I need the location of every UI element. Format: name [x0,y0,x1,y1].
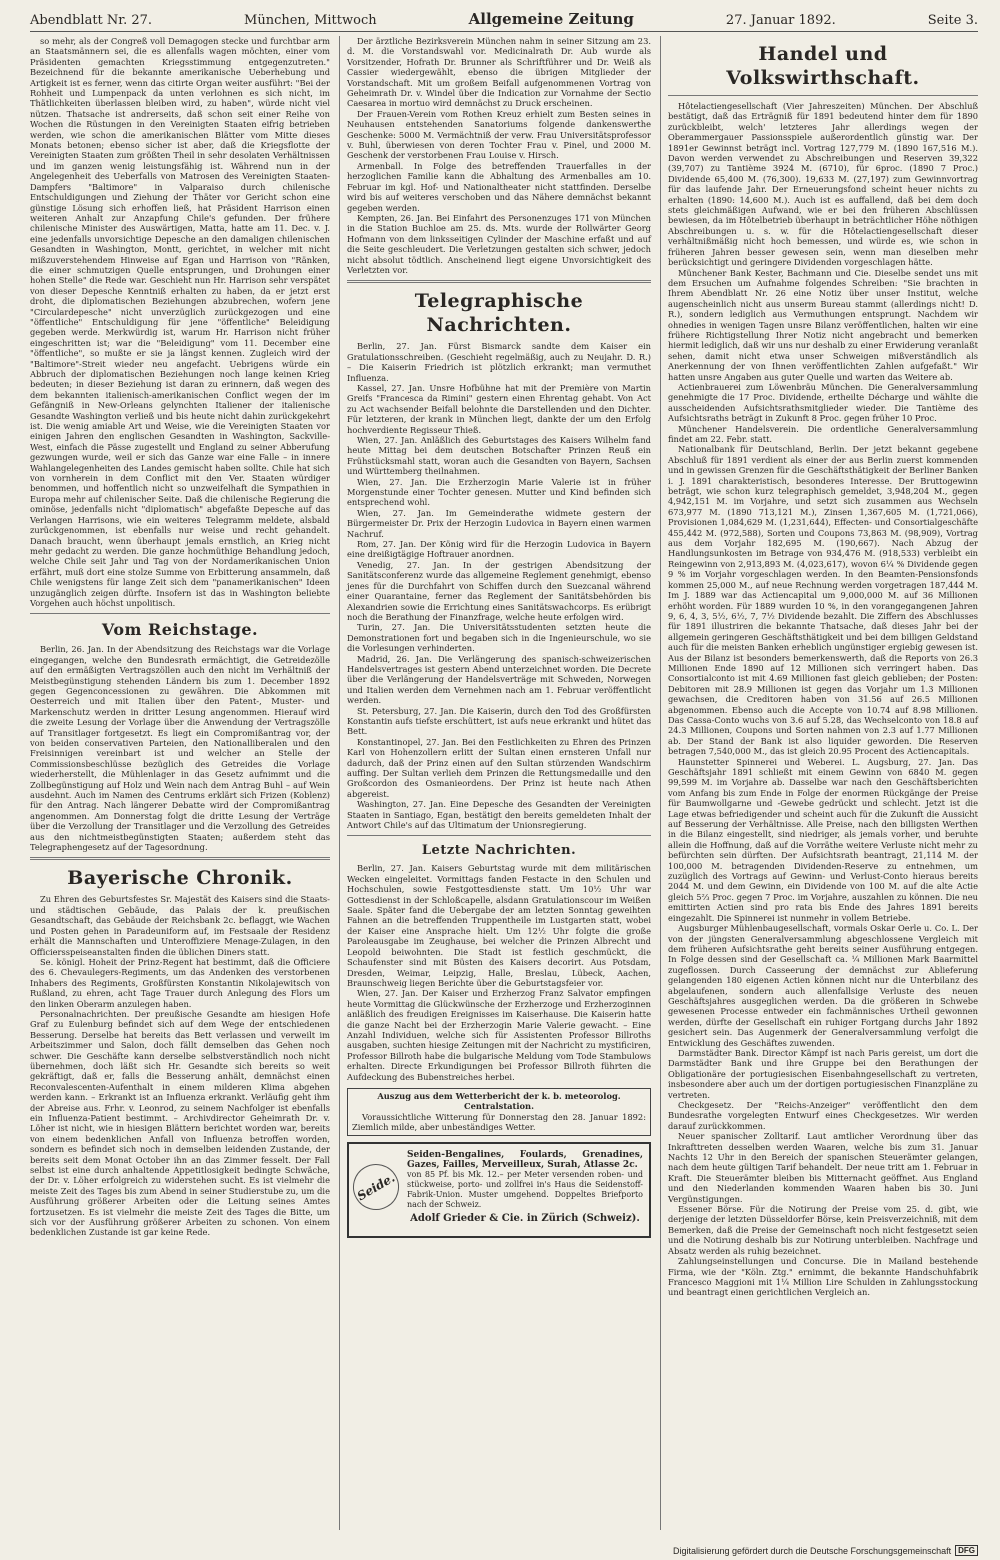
ad-text [407,1150,643,1224]
article-paragraph: Venedig, 27. Jan. In der gestrigen Abendsitzung der Sanitätsconferenz wurde das allgemeine Reglement genehmigt, ebenso jenes für die Durchfahrt von Schiffen durch den Suezcanal während einer Quarantaine, ferner das Reglement der Sanitätsbehörden bis Alexandrien sowie die Errichtung eines Sanitätswachcorps. Es erübrigt noch die Berathung der Finanzfrage, welche heute erfolgen wird. [347,559,651,622]
column-divider [660,36,661,1530]
article-paragraph: Der Frauen-Verein vom Rothen Kreuz erhielt zum Besten seines in Neuhausen entstehenden Sanatoriums folgende dankenswerthe Geschenke: 5000 M. Vermächtniß der verw. Frau Universitätsprofessor v. Buhl, überwiesen von deren Tochter Frau v. Pinel, und 2000 M. Geschenk der verstorbenen Frau Louise v. Hirsch. [347,108,651,161]
article-paragraph: Münchener Bank Kester, Bachmann und Cie. Dieselbe sendet uns mit dem Ersuchen um Aufnahme folgendes Schreiben: "Sie brachten in Ihrem Abendblatt Nr. 26 eine Notiz über unser Institut, welche augenscheinlich nicht aus unserm Bureau stammt (allerdings nicht! D. R.), sondern lediglich aus Vermuthungen entsprungt. Nachdem wir ohnedies in wenigen Tagen unsre Bilanz veröffentlichen, halten wir eine frühere Richtigstellung Ihrer Notiz nicht angebracht und bemerken hiermit lediglich, daß wir uns nur deshalb zu einer Erwiderung veranlaßt sehen, damit nicht etwa unser Schweigen mißverständlich als Anerkennung der von Ihnen veröffentlichten Zahlen aufgefaßt." Wir hatten unsre Angaben aus guter Quelle und warten das Weitere ab. [668,267,978,382]
paper-name: Allgemeine Zeitung [468,10,634,28]
place-date: München, Mittwoch [244,13,377,28]
column-divider [339,36,340,1530]
article-paragraph: Washington, 27. Jan. Eine Depesche des Gesandten der Vereinigten Staaten in Santiago, Egan, bestätigt den bereits gemeldeten Inhalt der Antwort Chile's auf das Ultimatum der Unionsregierung. [347,799,651,831]
ad-body: von 85 Pf. bis Mk. 12.– per Meter versenden roben- und stückweise, porto- und zollfrei in's Haus die Seidenstoff-Fabrik-Union. Muster umgehend. Doppeltes Briefporto nach der Schweiz. [407,1169,643,1209]
section-rule [30,857,330,860]
article-paragraph: Wien, 27. Jan. Im Gemeinderathe widmete gestern der Bürgermeister Dr. Prix der Herzogin Ludovica in Bayern einen warmen Nachruf. [347,507,651,539]
section-rule [347,280,651,283]
ad-headline: Seiden-Bengalines, Foulards, Grenadines, Gazes, Failles, Merveilleux, Surah, Atlasse 2c. [407,1149,643,1170]
article-paragraph: Darmstädter Bank. Director Kämpf ist nach Paris gereist, um dort die Darmstädter Bank und ihre Gruppe bei den Berathungen der Obligationäre der portugiesischen Eisenbahngesellschaft zu vertreten, insbesondere aber auch um der dortigen portugiesischen Finanzpläne zu vertreten. [668,1047,978,1100]
column-2 [347,36,651,1530]
weather-box [347,1088,651,1136]
section-rule [347,835,651,836]
article-paragraph: Se. königl. Hoheit der Prinz-Regent hat bestimmt, daß die Officiere des 6. Chevaulegers-Regiments, um das Andenken des verstorbenen Inhabers des Regiments, Großfürsten Konstantin Nikolajewitsch von Rußland, zu ehren, acht Tage Trauer durch Anlegung des Flors um den linken Oberarm anzulegen haben. [30,956,330,1009]
article-paragraph: Checkgesetz. Der "Reichs-Anzeiger" veröffentlicht den dem Bundesrathe vorgelegten Entwurf eines Checkgesetzes. Wir werden darauf zurückkommen. [668,1100,978,1131]
section-title-handel: Handel und Volkswirthschaft. [726,43,920,89]
article-paragraph: Madrid, 26. Jan. Die Verlängerung des spanisch-schweizerischen Handelsvertrages ist gestern Abend unterzeichnet worden. Die Decrete über die Verlängerung der Handelsverträge mit Schweden, Norwegen und Italien werden dem Vernehmen nach am 1. Februar veröffentlicht werden. [347,653,651,706]
section-title-latest: Letzte Nachrichten. [421,843,577,859]
page-header [30,8,978,28]
article-paragraph: Berlin, 26. Jan. In der Abendsitzung des Reichstags war die Vorlage eingegangen, welche den Bundesrath ermächtigt, die Getreidezölle auf den ermäßigten Vertragszöllen auch den nicht im Verhältniß der Meistbegünstigung stehenden Ländern bis zum 1. December 1892 gegen Gegenconcessionen zu gewähren. Die Abkommen mit Oesterreich und mit Italien über den Patent-, Muster- und Markenschutz werden in dritter Lesung angenommen. Hierauf wird die zweite Lesung der Vorlage über die Anwendung der Vertragszölle auf Transitlager fortgesetzt. Es liegt ein Compromißantrag vor, der von beiden conservativen Parteien, den Nationalliberalen und den Freisinnigen vereinbart ist und welcher an Stelle der Commissionsbeschlüsse bezüglich des Getreides die Vorlage wiederherstellt, die Mühlenlager in das Gesetz aufnimmt und die Zollbegünstigung auf Holz und Wein nach dem Antrag Buhl – auf Wein ausdehnt. Auch im Namen des Centrums erklärt sich Frizen (Koblenz) für den Antrag. Nach längerer Debatte wird der Compromißantrag angenommen. Am Donnerstag folgt die dritte Lesung der Verträge über die Verzollung der Transitlager und die Verzollung des Getreides aus den nichtmeistbegünstigten Staaten; außerdem steht das Telegraphengesetz auf der Tagesordnung. [30,644,330,853]
article-paragraph: Hôtelactiengesellschaft (Vier Jahreszeiten) München. Der Abschluß bestätigt, daß das Erträgniß für 1891 bedeutend hinter dem für 1890 zurückbleibt, welch' letzteres Jahr allerdings wegen der Oberammergauer Passionsspiele außerordentlich günstig war. Der 1891er Gewinnst beträgt incl. Vortrag 127,779 M. (1890 167,516 M.). Davon werden verwendet zu Abschreibungen und Reserven 39,322 (39,707) zu Tantième 3924 M. (6710), für 6proc. (1890 7 Proc.) Dividende 65,400 M. (76,300). 19,633 M. (27,197) zum Gewinnvortrag für das laufende Jahr. Der Erneuerungsfond scheint heuer nichts zu erhalten (1890: 14,600 M.). Auch ist es auffallend, daß bei dem doch stets gleichmäßigen Aufwand, wie er bei den früheren Abschlüssen bewiesen, da im Hôtelbetrieb überhaupt in beträchtlicher Höhe nöthigen Abschreibungen u. s. w. für die Hôtelactiengesellschaft dieser verhältnißmäßig nicht hoch bemessen, und würde es, wie schon in früheren Jahren besser gewesen sein, wenn man dieselben mehr berücksichtigt und geringere Dividenden vorgeschlagen hätte. [668,101,978,268]
article-paragraph: Wien, 27. Jan. Anläßlich des Geburtstages des Kaisers Wilhelm fand heute Mittag bei dem deutschen Botschafter Prinzen Reuß ein Frühstücksmahl statt, woran auch die Gesandten von Bayern, Sachsen und Württemberg theilnahmen. [347,435,651,477]
section-title-telegraph: Telegraphische Nachrichten. [414,290,584,337]
silk-advertisement [347,1142,651,1238]
issue-date: 27. Januar 1892. [725,13,836,28]
column-3 [668,36,978,1530]
article-paragraph: Personalnachrichten. Der preußische Gesandte am hiesigen Hofe Graf zu Eulenburg befindet sich auf dem Wege der entschiedenen Besserung. Derselbe hat bereits das Bett verlassen und verweilt im Arbeitszimmer und Salon, doch fällt demselben das Gehen noch schwer. Die Geschäfte kann derselbe selbstverständlich noch nicht übernehmen, doch läßt sich Hr. Gesandte sich bereits so weit gekräftigt, daß er, falls die Besserung anhält, demnächst einen Reconvalescenten-Aufenthalt in einem milderen Klima abgehen werden kann. – Erkrankt ist an Influenza erkrankt. Verläufig geht ihm der Abreise aus. Frhr. v. Leonrod, zu seinem Nachfolger ist ebenfalls ein Influenza-Patient bestimmt. – Archivdirector Geheimrath Dr. v. Löher ist nicht, wie in hiesigen Blättern berichtet worden war, bereits von einem bedenklichen Anfall von Influenza betroffen worden, sondern es befindet sich noch in demselben leidenden Zustande, der bereits seit dem Monat October ihn an das Zimmer fesselt. Der Fall selbst ist eine durch anhaltende Appetitlosigkeit bedingte Schwäche, der Dr. v. Löher erfolgreich zu widerstehen sucht. Es ist vielmehr die meiste Zeit des Tages bis zum Abend in seiner Studierstube zu, um die Ausführung größerer Arbeiten oder die Leitung seines Amtes fortzusetzen. Es ist vielmehr die meiste Zeit des Tages die Bitte, um sich vor der Ausführung größerer Arbeiten zu schonen. Von einem bedenklichen Zustande ist gar keine Rede. [30,1008,330,1238]
article-paragraph: Konstantinopel, 27. Jan. Bei den Festlichkeiten zu Ehren des Prinzen Karl von Hohenzollern erlitt der Sultan einen ernsteren Unfall nur dadurch, daß der Prinz einen auf den Sultan stürzenden Wandschirm auffing. Der Sultan verlieh dem Prinzen die Rettungsmedaille und den Großcordon des Osmanieordens. Der Prinz ist heute nach Athen abgereist. [347,736,651,799]
article-paragraph: Nationalbank für Deutschland, Berlin. Der jetzt bekannt gegebene Abschluß für 1891 verdient als einer der aus Berlin zuerst kommenden und in gewissen Grenzen für die Geschäftsthätigkeit der Berliner Banken i. J. 1891 charakteristisch, besonderes Interesse. Der Bruttogewinn beträgt, wie schon kurz telegraphisch gemeldet, 3,948,204 M., gegen 4,942,151 M. im Vorjahre, und setzt sich zusammen aus Wechseln 673,977 M. (1890 713,121 M.), Zinsen 1,367,605 M. (1,721,066), Provisionen 1,084,629 M. (1,231,644), Effecten- und Consortialgeschäfte 455,442 M. (972,588), Sorten und Coupons 73,863 M. (98,909), Vortrag aus dem Vorjahr 182,695 M. (190,667). Nach Abzug der Handlungsunkosten im Betrage von 934,476 M. (918,533) verbleibt ein Reingewinn von 2,913,893 M. (4,023,617), wovon 6¼ % Dividende gegen 9 % im Vorjahr vorgeschlagen werden. In den Beamten-Pensionsfonds kommen 25,000 M., auf neue Rechnung werden vorgetragen 187,444 M. Im J. 1889 war das Actiencapital um 9,000,000 M. auf 36 Millionen erhöht worden. Für 1889 wurden 10 %, in den vorangegangenen Jahren 9, 6, 4, 3, 5½, 6½, 7, 7½ Dividende bezahlt. Die Ziffern des Abschlusses für 1891 illustriren die bekannte Thatsache, daß dieses Jahr bei der allgemein geringeren Geschäftsthätigkeit und bei dem billigen Geldstand auch für die meisten Banken erheblich ungünstiger ergiebig gewesen ist. Aus der Bilanz ist besonders bemerkenswerth, daß die Reports von 26.3 Millionen Ende 1890 auf 12 Millionen sich verringert haben. Das Consortialconto ist mit 4.69 Millionen fast gleich geblieben; der Posten: Debitoren mit 28.9 Millionen ist gegen das Vorjahr um 1.3 Millionen gewachsen, die Creditoren haben von 31.56 auf 26.5 Millionen abgenommen. Ebenso auch die Accepte von 10.74 auf 8.98 Millionen. Das Cassa-Conto wuchs von 3.6 auf 5.28, das Wechselconto von 18.8 auf 24.3 Millionen, Coupons und Sorten nahmen von 2.3 auf 1.77 Millionen ab. Der Stand der Bank ist also liquider geworden. Die Reserven betragen 7,540,000 M., das ist gleich 20.95 Procent des Actiencapitals. [668,444,978,757]
edition-label: Abendblatt Nr. 27. [30,13,153,28]
article-paragraph: Wien, 27. Jan. Der Kaiser und Erzherzog Franz Salvator empfingen heute Vormittag die Glückwünsche der Erzherzoge und Erzherzoginnen anläßlich des freudigen Ereignisses im Kaiserhause. Die Kaiserin hatte die ganze Nacht bei der Erzherzogin Marie Valerie gewacht. – Eine Anzahl Individuen, welche sich für Assistenten Professor Billroths ausgaben, suchten hiesige Zeitungen mit der Nachricht zu mystificiren, Professor Billroth habe die bulgarische Meldung vom Tode Stambulows erhalten. Directe Erkundigungen bei Professor Billroth führten die Aufdeckung des Bubenstreiches herbei. [347,988,651,1082]
article-paragraph: Berlin, 27. Jan. Kaisers Geburtstag wurde mit dem militärischen Wecken eingeleitet. Vormittags fanden Festacte in den Schulen und Hochschulen, sowie Festgottesdienste statt. Um 10½ Uhr war Gottesdienst in der Schloßcapelle, alsdann Gratulationscour im Weißen Saale. Später fand die Uebergabe der am letzten Sonntag geweihten Fahnen an die betreffenden Truppentheile im Lustgarten statt, wobei der Kaiser eine Ansprache hielt. Um 12½ Uhr folgte die große Paroleausgabe im Zeughause, bei welcher die Prinzen Albrecht und Leopold beiwohnten. Die Stadt ist festlich geschmückt, die Schaufenster sind mit Büsten des Kaisers decorirt. Aus Potsdam, Dresden, Weimar, Leipzig, Halle, Breslau, Lübeck, Aachen, Braunschweig liegen Berichte über die Geburtstagsfeier vor. [347,863,651,988]
article-paragraph: Der ärztliche Bezirksverein München nahm in seiner Sitzung am 23. d. M. die Vorstandswahl vor. Medicinalrath Dr. Aub wurde als Vorsitzender, Hofrath Dr. Brunner als Schriftführer und Dr. Weiß als Cassier wiedergewählt, ebenso die übrigen Mitglieder der Vorstandschaft. Mit um großem Beifall aufgenommenen Vortrag von Geheimrath Dr. v. Windel über die Indication zur Vornahme der Sectio Caesarea in mortuo wird demnächst zu Druck erscheinen. [347,36,651,109]
article-paragraph: Zahlungseinstellungen und Concurse. Die in Mailand bestehende Firma, wie der "Köln. Ztg." ernimmt, die bekannte Handschuhfabrik Francesco Maggioni mit 1¼ Million Lire Schulden in Zahlungsstockung und beantragt einen gerichtlichen Vergleich an. [668,1256,978,1298]
article-paragraph: Essener Börse. Für die Notirung der Preise vom 25. d. gibt, wie derjenige der letzten Düsseldorfer Börse, kein Preisverzeichniß, mit dem Bemerken, daß die Preise der Gemeinschaft noch nicht festgesetzt seien und die Notirung deshalb bis zur Notirung unterbleiben. Nachfrage und Absatz werden als ruhig bezeichnet. [668,1204,978,1256]
section-rule [30,613,330,614]
article-paragraph: Wien, 27. Jan. Die Erzherzogin Marie Valerie ist in früher Morgenstunde einer Tochter genesen. Mutter und Kind befinden sich entsprechend wohl. [347,476,651,508]
article-paragraph: Armenball. In Folge des betreffenden Trauerfalles in der herzoglichen Familie kann die Abhaltung des Armenballes am 10. Februar im kgl. Hof- und Nationaltheater nicht stattfinden. Derselbe wird bis auf weiteres verschoben und das Nähere demnächst bekannt gegeben werden. [347,160,651,213]
ad-firm: Adolf Grieder & Cie. in Zürich (Schweiz). [410,1212,640,1224]
article-paragraph: Rom, 27. Jan. Der König wird für die Herzogin Ludovica in Bayern eine dreißigtägige Hoftrauer anordnen. [347,539,651,560]
dfg-logo: DFG [955,1545,978,1556]
article-paragraph: St. Petersburg, 27. Jan. Die Kaiserin, durch den Tod des Großfürsten Konstantin aufs tiefste erschüttert, ist aufs neue erkrankt und hütet das Bett. [347,705,651,737]
section-rule [668,95,978,96]
article-paragraph: Actienbrauerei zum Löwenbräu München. Die Generalversammlung genehmigte die 17 Proc. Dividende, ertheilte Décharge und wählte die ausscheidenden Aufsichtsrathsmitglieder wieder. Die Tantième des Aufsichtsraths beträgt in Zukunft 8 Proc. gegen früher 10 Proc. [668,381,978,424]
footer-text: Digitalisierung gefördert durch die Deutsche Forschungsgemeinschaft [672,1545,952,1556]
header-rule [30,31,978,32]
ad-stamp: Seide. [345,1155,408,1218]
article-paragraph: Haunstetter Spinnerei und Weberei. L. Augsburg, 27. Jan. Das Geschäftsjahr 1891 schließt mit einem Gewinn von 6840 M. gegen 99,599 M. im Vorjahre ab. Dasselbe war nach den Geschäftsberichten vom Anfang bis zum Ende in Folge der enormen Rückgänge der Preise für Baumwollgarne und -Gewebe gedrückt und schlecht. Jetzt ist die Lage etwas befriedigender und scheint auch für die Zukunft die Aussicht auf Besserung der Verhältnisse. Alle Preise, nach den billigsten Werthen in die Bilanz eingestellt, sind niedriger, als jemals vorher, und beruhte allein die Hoffnung, daß auf die Vorräthe weitere Verluste nicht mehr zu befürchten sein dürften. Der Aufsichtsrath beantragt, 21,114 M. der 100,000 M. betragenden Dividenden-Reserve zu entnehmen, um zuzüglich des Vortrags auf Gewinn- und Verlust-Conto hieraus bereits 2044 M. und dem Gewinn, ein Dividende von 100 M. auf die alte Actie gleich 5⅔ Proc. gegen 7 Proc. im Vorjahre, auszahlen zu können. Die neu emittirten Actien sind pro rata bis Ende des Jahres 1891 bereits eingezahlt. Die Spinnerei ist nunmehr in vollem Betriebe. [668,756,978,923]
article-paragraph: Kempten, 26. Jan. Bei Einfahrt des Personenzuges 171 von München in die Station Buchloe am 25. ds. Mts. wurde der Rollwärter Georg Hofmann von dem linksseitigen Cylinder der Maschine erfaßt und auf die Seite geschleudert. Die Verletzungen gestalten sich schwer, jedoch nicht absolut tödtlich. Anscheinend liegt eigene Unvorsichtigkeit des Verletzten vor. [347,212,651,275]
article-paragraph: Neuer spanischer Zolltarif. Laut amtlicher Verordnung über das Inkrafttreten desselben werden Waaren, welche bis zum 31. Januar Nachts 12 Uhr in den Bereich der spanischen Steuerämter gelangen, nach dem heute gültigen Tarif behandelt. Der neue tritt am 1. Februar in Kraft. Die Steuerämter bleiben bis Mitternacht geöffnet. Aus England und den Niederlanden kommenden Waaren haben bis 30. Juni Vergünstigungen. [668,1131,978,1204]
article-paragraph: Augsburger Mühlenbaugesellschaft, vormals Oskar Oerle u. Co. L. Der von der jüngsten Generalversammlung abgeschlossene Vergleich mit dem früheren Aufsichtsrathe geht bereits seiner Ausführung entgegen. In Folge dessen sind der Gesellschaft ca. ¼ Millionen Mark Baarmittel zugeflossen. Durch Casseerung der demnächst zur Ablieferung gelangenden 180 eigenen Actien können nicht nur die Unterbilanz des abgelaufenen, sondern auch allenfallsige Verluste des neuen Geschäftsjahres ausgeglichen werden. Da die größeren in Schwebe gewesenen Processe entweder ein fachmännisches Urtheil gewonnen werden, dürfte der Gesellschaft ein ruhiger Fortgang durchs Jahr 1892 gesichert sein. Das Augenmerk der Generalversammlung verfolgt die Entwicklung des Geschäftes zuwenden. [668,923,978,1048]
weather-title: Auszug aus dem Wetterbericht der k. b. meteorolog. Centralstation. [377,1090,621,1112]
section-title-chronik: Bayerische Chronik. [67,867,293,890]
column-1 [30,36,330,1530]
weather-text: Voraussichtliche Witterung für Donnerstag den 28. Januar 1892: Ziemlich milde, aber unbeständiges Wetter. [352,1111,646,1133]
article-paragraph: Turin, 27. Jan. Die Universitätsstudenten setzten heute die Demonstrationen fort und begaben sich in die Ingenieurschule, wo sie die Vorlesungen verhinderten. [347,622,651,654]
article-paragraph: so mehr, als der Congreß voll Demagogen stecke und furchtbar arm an Staatsmännern sei, die es allenfalls wagen möchten, einer vom Präsidenten gemachten Kriegsstimmung entgegenzutreten." Bezeichnend für die bekannte amerikanische Ueberhebung und Artigkeit ist es ferner, wenn das citirte Organ weiter ausführt: "Bei der Rohheit und Lumpenpack da unten verlohnen es sich nicht, im Thätlichkeiten überlassen bleiben wird, zu haben", würde nicht viel nützen. Thatsache ist andrerseits, daß schon seit einer Reihe von Wochen die Rüstungen in den Vereinigten Staaten eifrig betrieben werden, wie schon die amerikanischen Blätter vom Mitte dieses Monats betonen; ebenso sicher ist aber, daß die Kriegsflotte der Vereinigten Staaten zum größten Theil in sehr desolaten Verhältnissen und im ganzen wenig leistungsfähig ist. Während nun in der Angelegenheit des Ueberfalls von Matrosen des Vereinigten Staaten-Dampfers "Baltimore" in Valparaiso durch chilenische Entschuldigungen und Ziehung der Thäter vor Gericht schon eine günstige Lösung sich erhoffen ließ, hat Präsident Harrison einen weiteren Anhalt zur Anzapfung Chile's gefunden. Der frühere chilenische Minister des Auswärtigen, Matta, hatte am 11. Dec. v. J. eine jedenfalls unvorsichtige Depesche an den damaligen chilenischen Gesandten in Washington, Montt, gerichtet, in welcher mit nicht mißzuverstehendem Hinweise auf Egan und Harrison von "Ränken, die einer schmutzigen Quelle entsprungen, und Drohungen einer hohen Stelle" die Rede war. Geschieht nun Hr. Harrison sehr verspätet von dieser Depesche Kenntniß erhalten zu haben, da er jetzt erst droht, die diplomatischen Beziehungen abzubrechen, wofern jene "Circulardepesche" nicht unverzüglich zurückgezogen und eine "öffentliche" Entschuldigung für jene "öffentliche" Beleidigung gegeben werde. Merkwürdig ist, warum Hr. Harrison nicht früher eingeschritten ist; war die "Beleidigung" vom 11. December eine "öffentliche", so mußte er sie ja längst kennen. Zugleich wird der "Baltimore"-Streit wieder neu angefacht. Uebrigens würde ein Abbruch der diplomatischen Beziehungen noch lange keinen Krieg bedeuten; in dieser Beziehung ist daran zu erinnern, daß wegen des dem bekannten italienisch-amerikanischen Conflict wegen der im Gefängniß in New-Orleans gelynchten Italiener der italienische Gesandte Washington verließ und bis heute nicht dahin zurückgekehrt ist. Die wenig amiable Art und Weise, wie die Vereinigten Staaten vor einigen Jahren den englischen Gesandten in Washington, Sackville-West, einfach die Pässe zugestellt und England zu seiner Abberufung gezwungen wurde, weil er sich das Ganze war eine Falle – in innere Wahlangelegenheiten des Landes gemischt haben sollte. Chile hat sich von vornherein in dem Conflict mit den Ver. Staaten würdiger benommen, und hoffentlich nicht so unzweifelhaft die Sympathien in Europa mehr auf chilenischer Seite. Daß die chilenische Regierung die ominöse, jedenfalls nicht "diplomatisch" abgefaßte Depesche auf das Verlangen Harrisons, wie ein weiteres Telegramm meldete, alsbald zurückgenommen, ist ebenfalls nur weise und recht gehandelt. Danach braucht, wenn überhaupt jemals ernstlich, an Krieg nicht mehr gedacht zu werden. Die ganze hochmüthige Behandlung jedoch, welche Chile seit Jahr und Tag von der Nordamerikanischen Union erfährt, muß dort eine stolze Summe von Erbitterung ansammeln, daß Chile wenigstens für lange Zeit sich dem "panamerikanischen" Ideen unzugänglich zeigen dürfte. Insofern ist das in Washington beliebte Vorgehen auch höchst unpolitisch. [30,36,330,608]
article-paragraph: Kassel, 27. Jan. Unsre Hofbühne hat mit der Première von Martin Greifs "Francesca da Rimini" gestern einen Ehrentag gehabt. Von Act zu Act wachsender Beifall belohnte die Darstellenden und den Dichter. Für letzteren, der krank in München liegt, dankte der um den Erfolg hochverdiente Regisseur Thieß. [347,382,651,435]
page-number: Seite 3. [927,13,978,28]
article-paragraph: Berlin, 27. Jan. Fürst Bismarck sandte dem Kaiser ein Gratulationsschreiben. (Geschieht regelmäßig, auch zu Neujahr. D. R.) – Die Kaiserin Friedrich ist plötzlich erkrankt; man vermuthet Influenza. [347,341,651,383]
article-paragraph: Zu Ehren des Geburtsfestes Sr. Majestät des Kaisers sind die Staats- und städtischen Gebäude, das Palais der k. preußischen Gesandtschaft, das Gebäude der Reichsbank 2c. beflaggt, wie Wachen und Posten gehen in Paradeuniform auf, im Festsaale der Residenz erhält die Mannschaften und Unteroffiziere Menage-Zulagen, in den Officiersspeiseanstalten finden die üblichen Diners statt. [30,894,330,957]
section-title-reichstag: Vom Reichstage. [101,620,259,640]
article-paragraph: Münchener Handelsverein. Die ordentliche Generalversammlung findet am 22. Febr. statt. [668,423,978,444]
digitization-footer [673,1545,978,1556]
